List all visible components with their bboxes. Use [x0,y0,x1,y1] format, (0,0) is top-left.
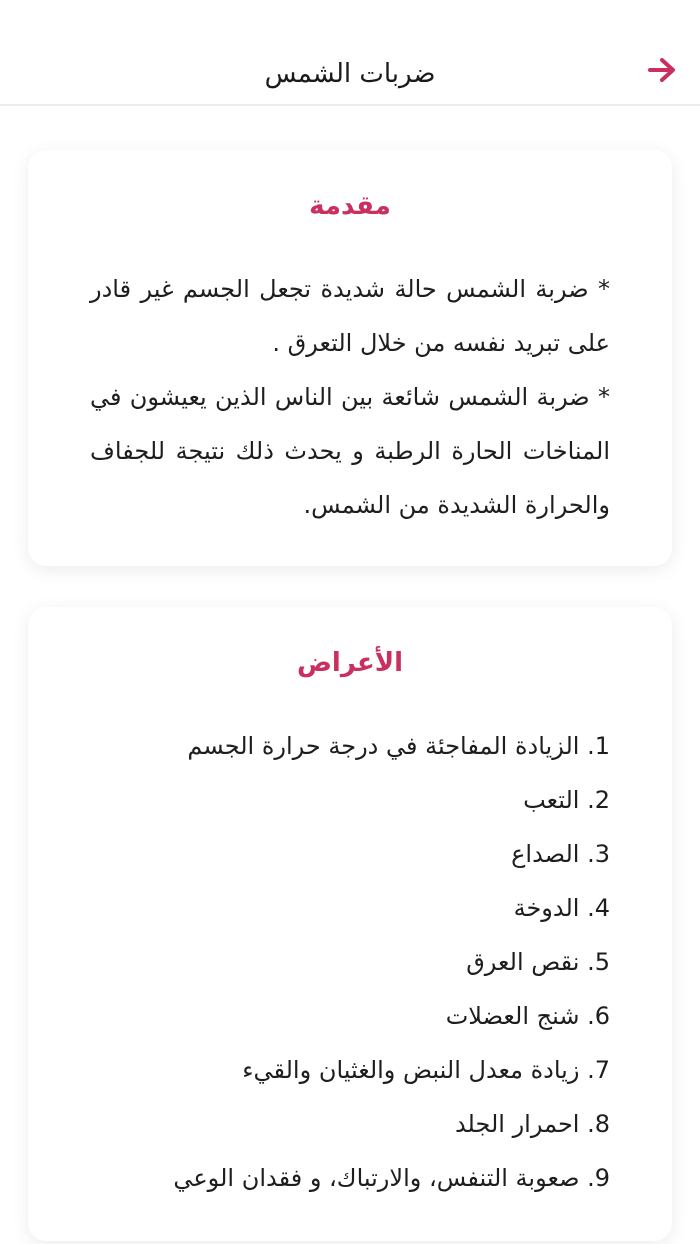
symptoms-card [28,607,672,1241]
intro-paragraph: * ضربة الشمس شائعة بين الناس الذين يعيشون في المناخات الحارة الرطبة و يحدث ذلك نتيجة للجفاف والحرارة الشديدة من الشمس. [90,383,610,519]
symptom-item: 5. نقص العرق [466,948,610,976]
symptom-item: 9. صعوبة التنفس، والارتباك، و فقدان الوعي [173,1164,610,1192]
scroll-content[interactable] [0,106,700,1244]
intro-paragraph: * ضربة الشمس حالة شديدة تجعل الجسم غير قادر على تبريد نفسه من خلال التعرق . [90,275,610,357]
symptom-item: 6. شنج العضلات [445,1002,610,1030]
intro-text [90,262,610,532]
symptom-item: 4. الدوخة [513,894,610,922]
page-title: ضربات الشمس [264,59,436,89]
intro-title: مقدمة [309,191,391,221]
symptoms-title: الأعراض [296,648,404,678]
symptom-item: 2. التعب [523,786,610,814]
symptom-item: 3. الصداع [511,840,610,868]
symptom-item: 1. الزيادة المفاجئة في درجة حرارة الجسم [187,732,610,760]
arrow-right-icon [647,57,677,87]
app-header [0,0,700,106]
intro-card [28,150,672,566]
symptom-item: 7. زيادة معدل النبض والغثيان والقيء [242,1056,610,1084]
symptom-item: 8. احمرار الجلد [454,1110,610,1138]
symptom-list [90,719,610,1205]
back-button[interactable] [642,52,682,92]
